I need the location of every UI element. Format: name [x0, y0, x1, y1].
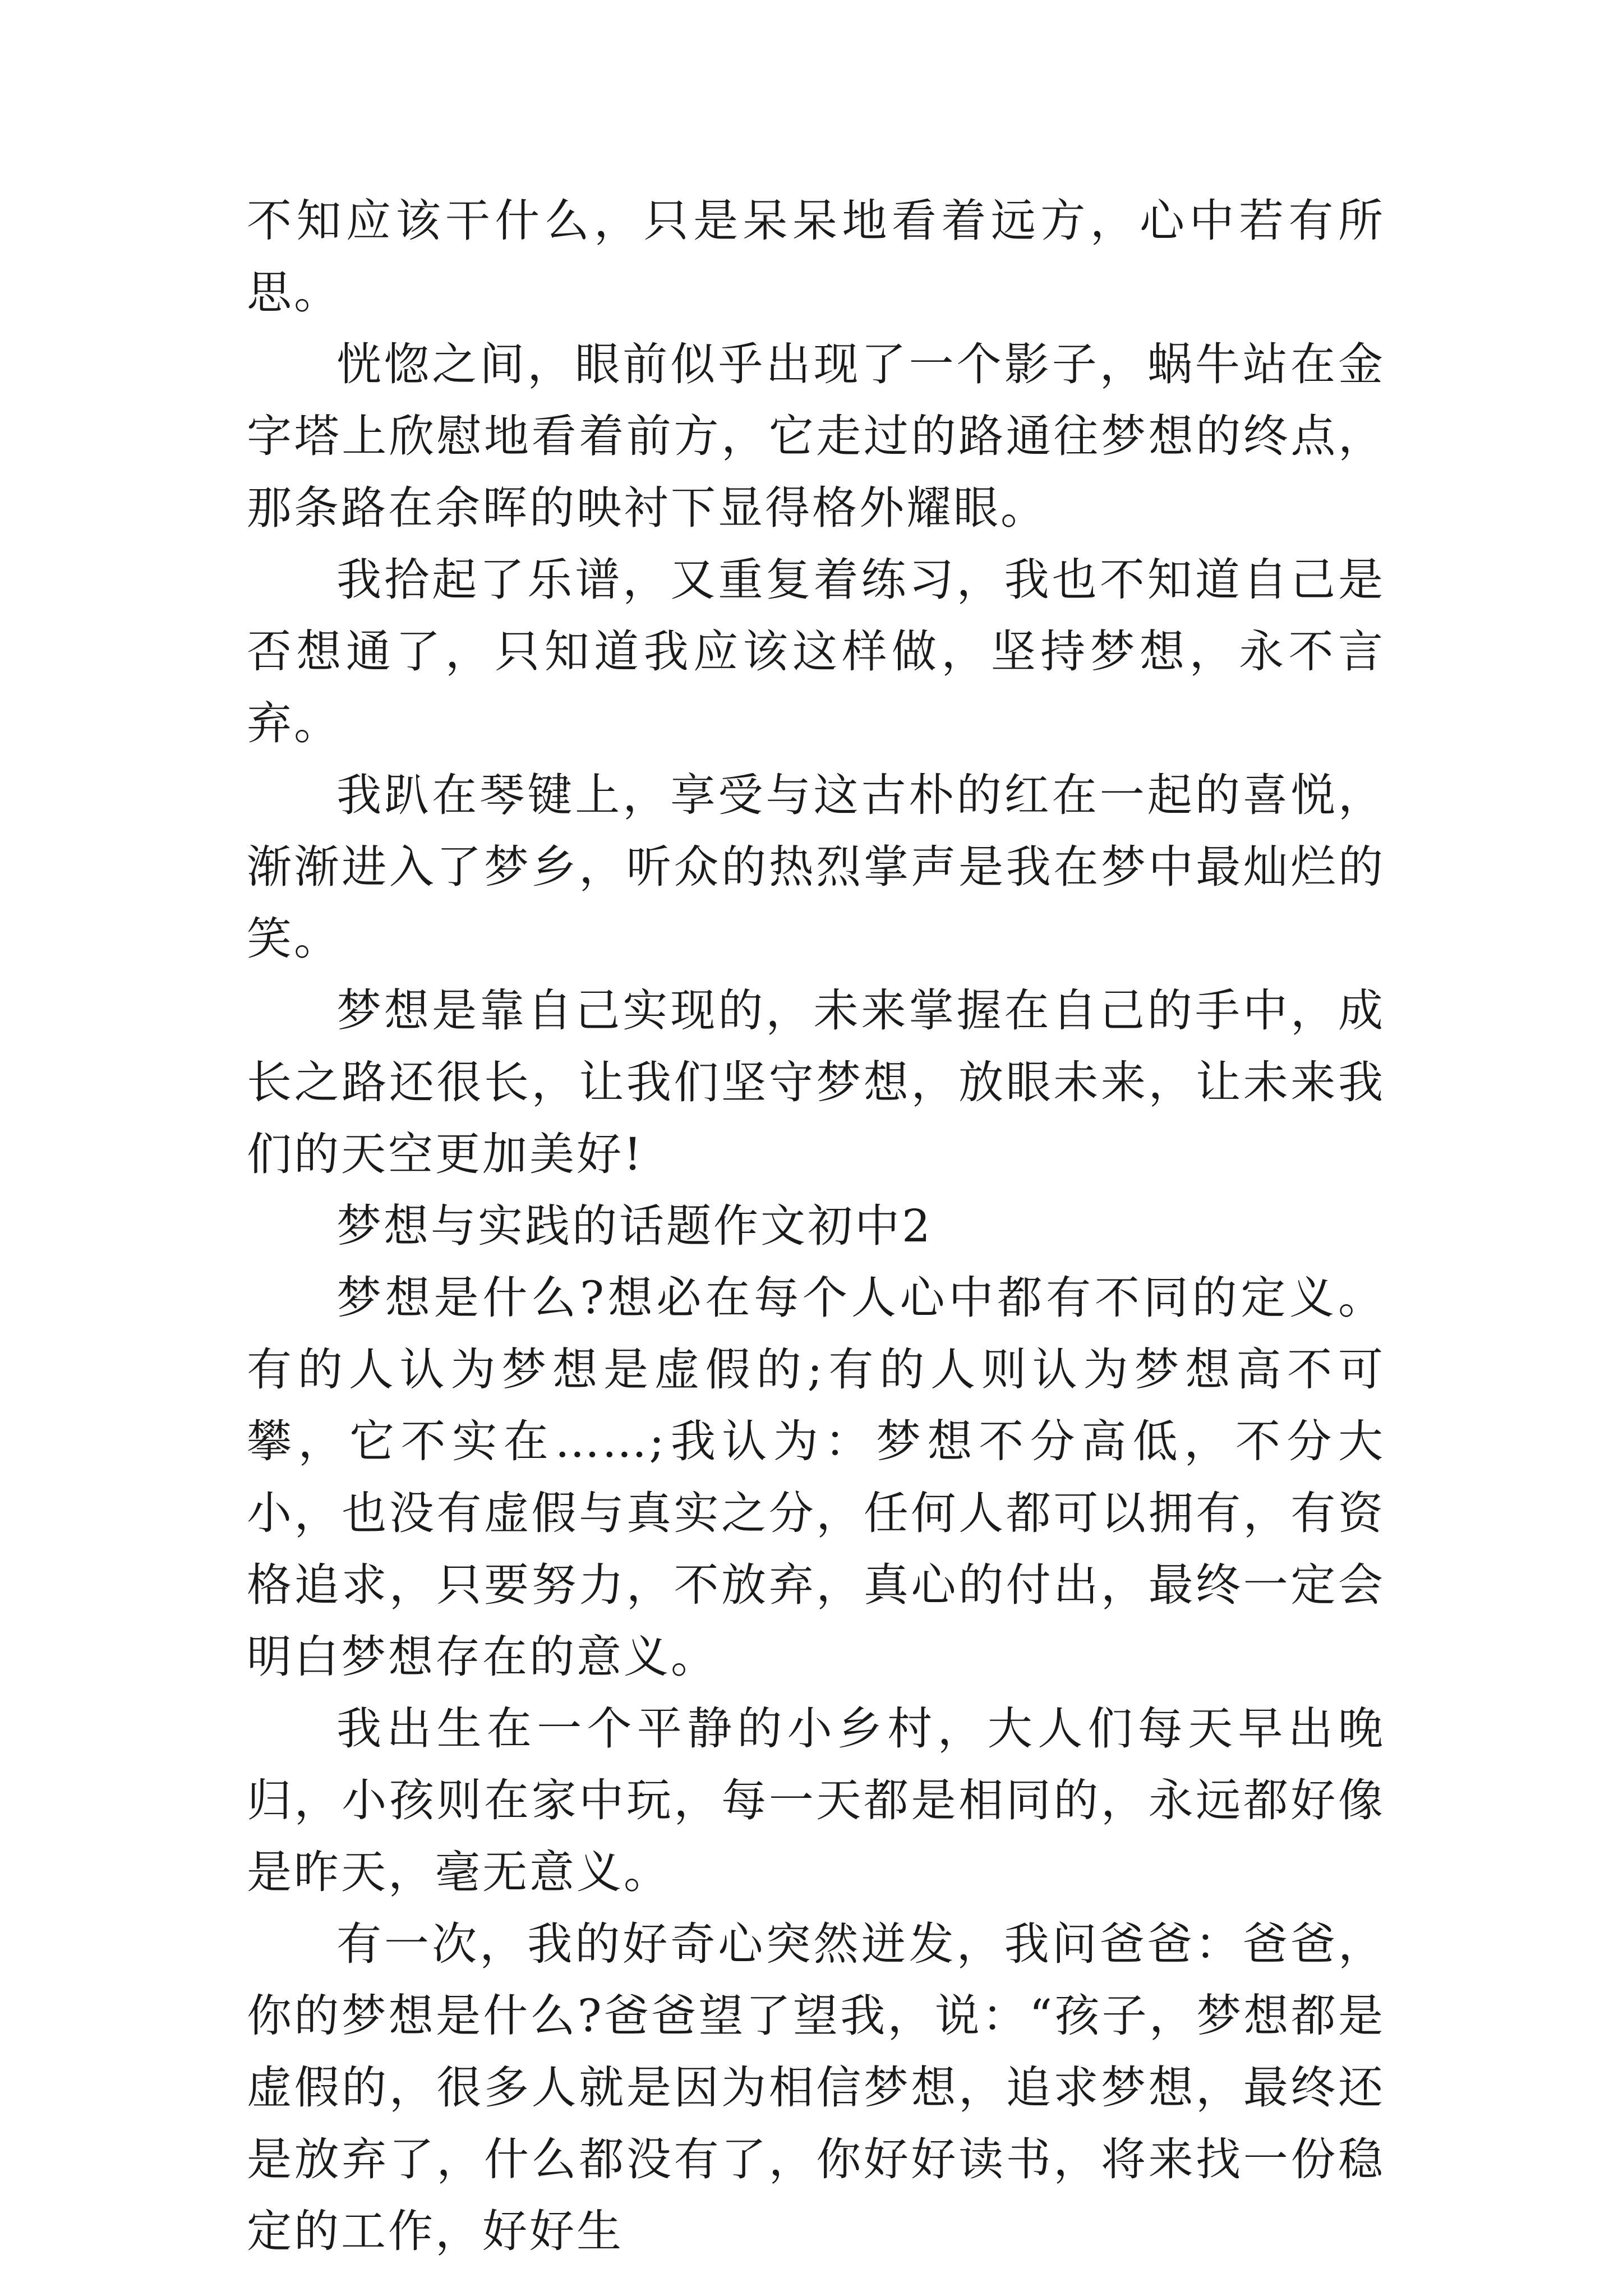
paragraph: 我拾起了乐谱，又重复着练习，我也不知道自己是否想通了，只知道我应该这样做，坚持梦想，永不言弃。: [247, 554, 1385, 749]
paragraph: 梦想是什么?想必在每个人心中都有不同的定义。有的人认为梦想是虚假的;有的人则认为梦想高不可攀，它不实在……;我认为：梦想不分高低，不分大小，也没有虚假与真实之分，任何人都可以拥有，有资格追求，只要努力，不放弃，真心的付出，最终一定会明白梦想存在的意义。: [247, 1272, 1385, 1683]
paragraph-continuation: 不知应该干什么，只是呆呆地看着远方，心中若有所思。: [247, 195, 1385, 319]
document-body: [247, 185, 1385, 2267]
paragraph: 有一次，我的好奇心突然迸发，我问爸爸：爸爸，你的梦想是什么?爸爸望了望我，说：“孩子，梦想都是虚假的，很多人就是因为相信梦想，追求梦想，最终还是放弃了，什么都没有了，你好好读书，将来找一份稳定的工作，好好生: [247, 1918, 1385, 2257]
paragraph: 梦想是靠自己实现的，未来掌握在自己的手中，成长之路还很长，让我们坚守梦想，放眼未来，让未来我们的天空更加美好!: [247, 984, 1385, 1180]
section-title: 梦想与实践的话题作文初中2: [336, 1200, 933, 1252]
paragraph: 我趴在琴键上，享受与这古朴的红在一起的喜悦，渐渐进入了梦乡，听众的热烈掌声是我在梦中最灿烂的笑。: [247, 769, 1385, 965]
paragraph: 恍惚之间，眼前似乎出现了一个影子，蜗牛站在金字塔上欣慰地看着前方，它走过的路通往梦想的终点，那条路在余晖的映衬下显得格外耀眼。: [247, 338, 1385, 534]
paragraph: 我出生在一个平静的小乡村，大人们每天早出晚归，小孩则在家中玩，每一天都是相同的，永远都好像是昨天，毫无意义。: [247, 1703, 1385, 1898]
